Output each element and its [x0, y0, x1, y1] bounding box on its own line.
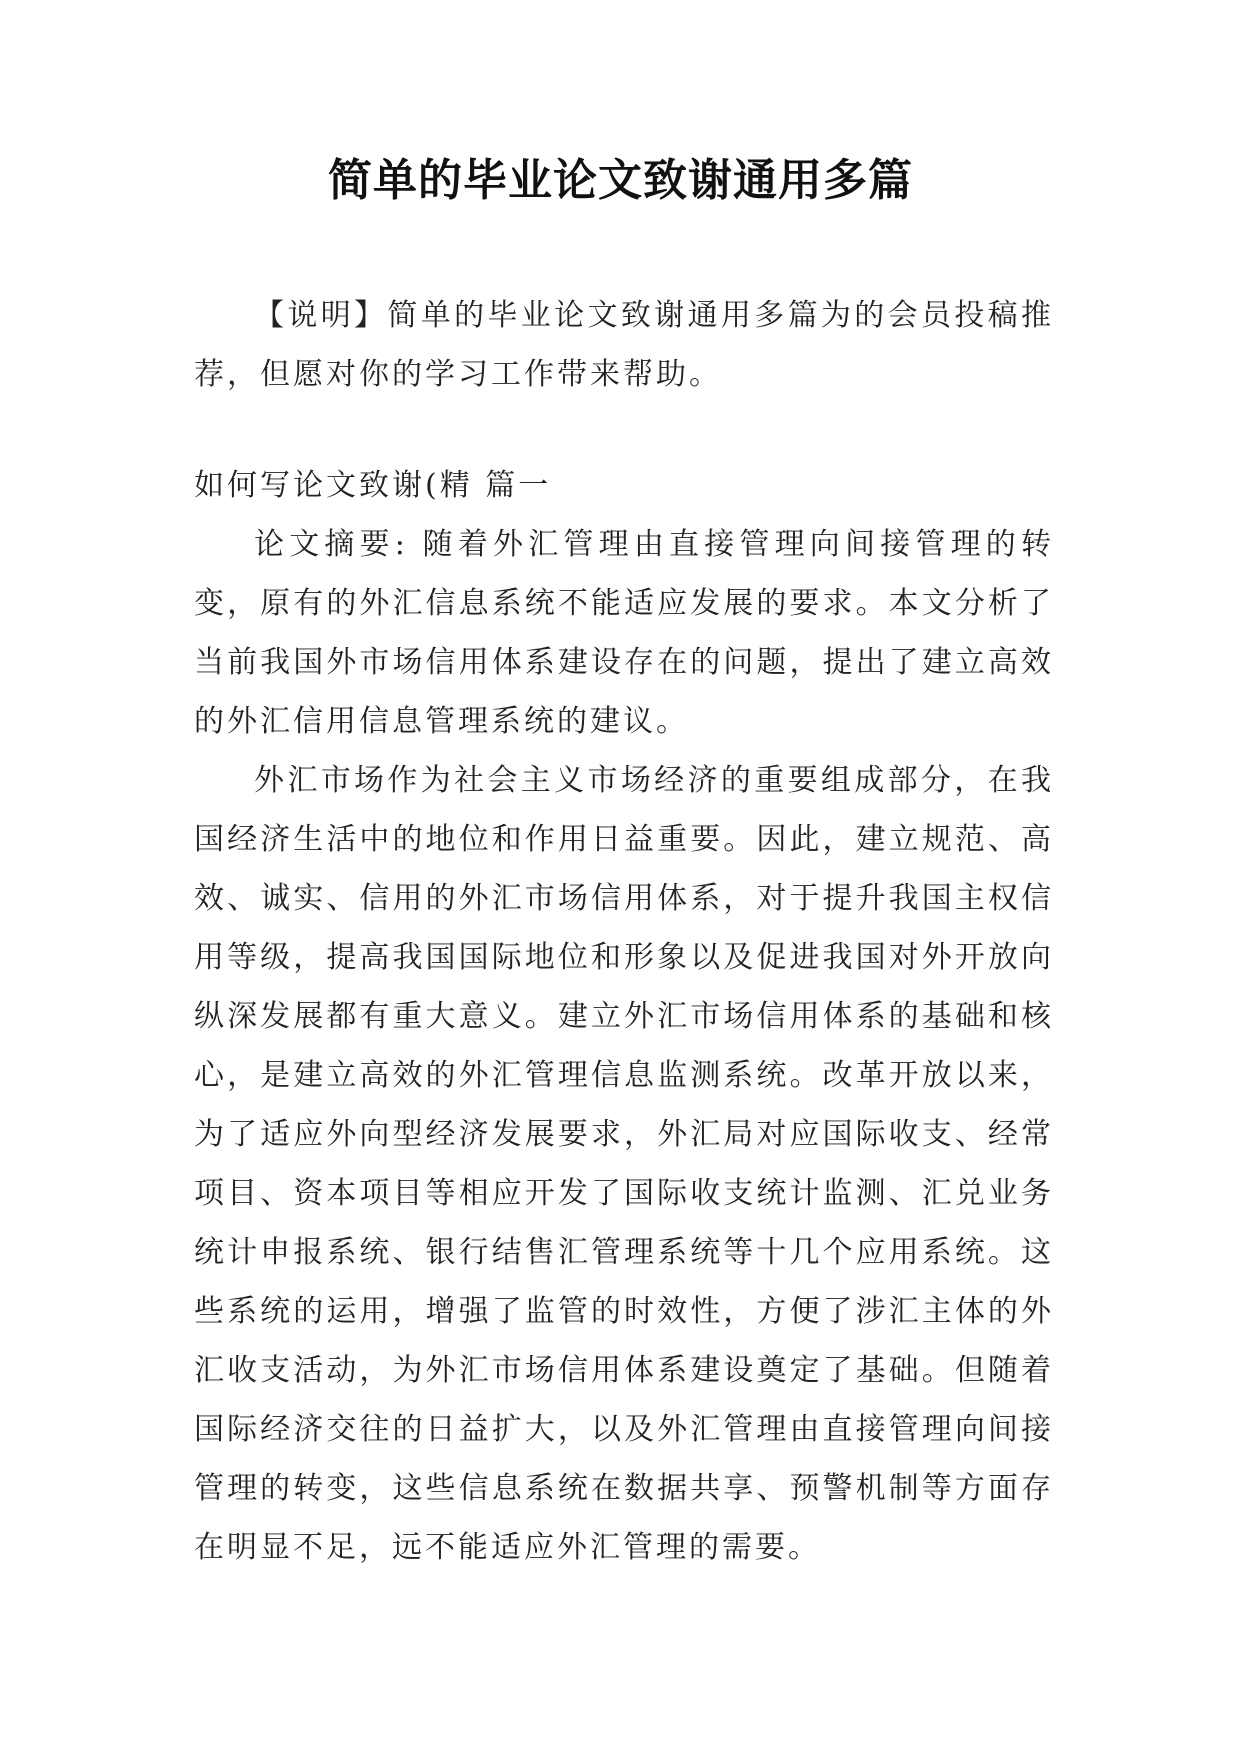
body-paragraph-abstract: 论文摘要: 随着外汇管理由直接管理向间接管理的转变，原有的外汇信息系统不能适应发展的要求。本文分析了当前我国外市场信用体系建设存在的问题，提出了建立高效的外汇信用信息管理系统的建议。 [194, 527, 1054, 739]
intro-paragraph: 【说明】简单的毕业论文致谢通用多篇为的会员投稿推荐，但愿对你的学习工作带来帮助。 [194, 298, 1054, 392]
intro-block [194, 286, 1054, 404]
section-heading: 如何写论文致谢(精 篇一 [194, 468, 552, 503]
body-block [194, 456, 1054, 1577]
body-paragraph-main: 外汇市场作为社会主义市场经济的重要组成部分，在我国经济生活中的地位和作用日益重要。因此，建立规范、高效、诚实、信用的外汇市场信用体系，对于提升我国主权信用等级，提高我国国际地位和形象以及促进我国对外开放向纵深发展都有重大意义。建立外汇市场信用体系的基础和核心，是建立高效的外汇管理信息监测系统。改革开放以来，为了适应外向型经济发展要求，外汇局对应国际收支、经常项目、资本项目等相应开发了国际收支统计监测、汇兑业务统计申报系统、银行结售汇管理系统等十几个应用系统。这些系统的运用，增强了监管的时效性，方便了涉汇主体的外汇收支活动，为外汇市场信用体系建设奠定了基础。但随着国际经济交往的日益扩大，以及外汇管理由直接管理向间接管理的转变，这些信息系统在数据共享、预警机制等方面存在明显不足，远不能适应外汇管理的需要。 [194, 763, 1054, 1565]
document-title: 简单的毕业论文致谢通用多篇 [328, 155, 913, 206]
